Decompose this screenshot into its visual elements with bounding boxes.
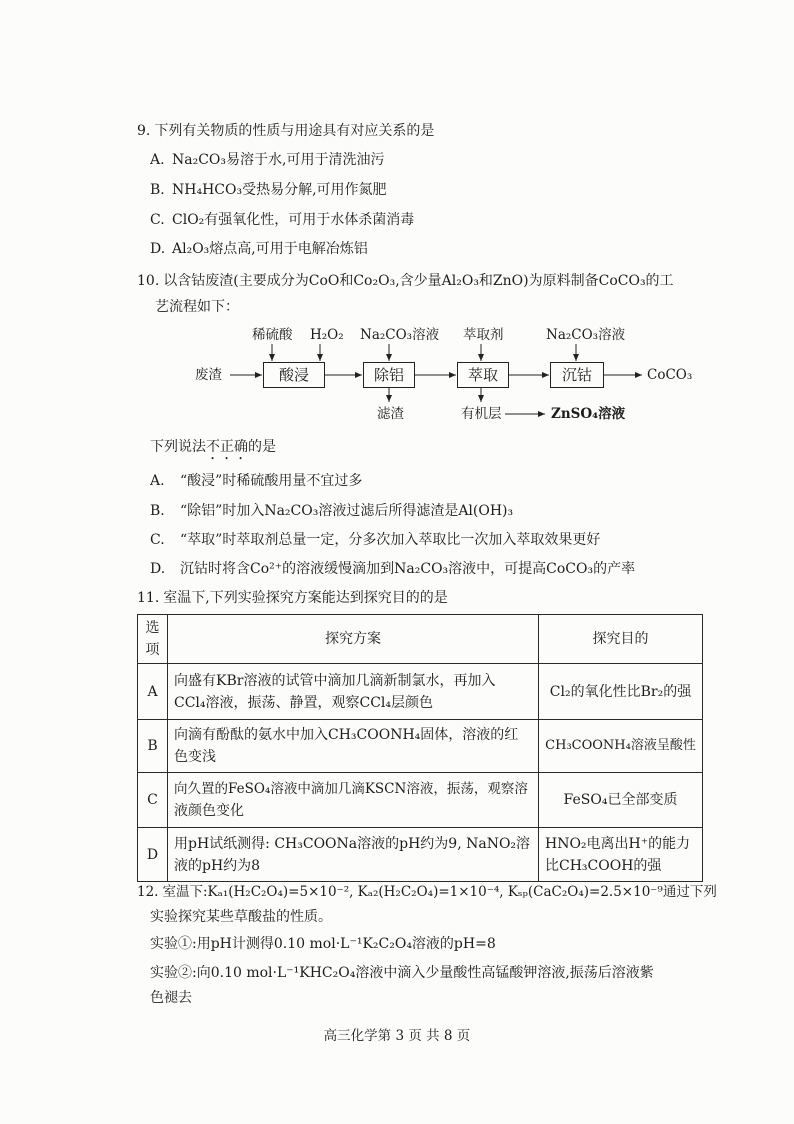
purpose-line: 比CH₃COOH的强 xyxy=(545,857,662,874)
option-c xyxy=(150,210,414,230)
flow-input-label: H₂O₂ xyxy=(310,327,344,343)
flow-start-label: 废渣 xyxy=(195,367,222,383)
flow-input-label: Na₂CO₃溶液 xyxy=(546,327,626,343)
question-9-stem xyxy=(137,121,434,141)
row-purpose xyxy=(539,664,703,720)
process-flowchart xyxy=(180,320,700,430)
option-label: D. xyxy=(150,241,166,257)
prompt-text: 下列说法 xyxy=(150,439,206,455)
row-option: C xyxy=(138,773,168,828)
flow-step-box xyxy=(363,362,415,388)
plan-line: 向盛有KBr溶液的试管中滴加几滴新制氯水，再加入 xyxy=(174,672,496,689)
plan-line: CCl₄溶液，振荡、静置，观察CCl₄层颜色 xyxy=(174,694,434,711)
option-label: A. xyxy=(150,473,165,489)
header-plan: 探究方案 xyxy=(168,615,539,664)
header-label: 选项 xyxy=(145,620,160,658)
flow-step-label: 萃取 xyxy=(467,366,498,384)
table-row xyxy=(138,828,703,882)
plan-line: 液颜色变化 xyxy=(174,803,244,819)
question-text: 室温下,下列实验探究方案能达到探究目的的是 xyxy=(163,590,448,606)
option-text: “萃取”时萃取剂总量一定，分多次加入萃取比一次加入萃取效果更好 xyxy=(180,532,601,548)
table-header-row xyxy=(138,615,703,664)
flow-input-label: 萃取剂 xyxy=(463,327,504,343)
flow-output-label: 滤渣 xyxy=(377,406,404,422)
option-label: B. xyxy=(150,503,165,519)
experiment-2-line-2: 色褪去 xyxy=(150,990,192,1006)
question-10-stem-line-2: 艺流程如下： xyxy=(155,299,239,315)
option-d xyxy=(150,239,368,259)
purpose-line: HNO₂电离出H⁺的能力 xyxy=(545,835,691,852)
purpose-line: CH₃COONH₄溶液呈酸性 xyxy=(545,738,696,753)
table-row xyxy=(138,664,703,720)
row-purpose xyxy=(539,773,703,828)
option-label: B. xyxy=(150,182,165,198)
row-option: A xyxy=(138,664,168,720)
option-a xyxy=(150,471,362,491)
table-row xyxy=(138,773,703,828)
question-number: 11. xyxy=(137,590,160,606)
flow-step-box xyxy=(457,362,509,388)
flow-step-label: 除铝 xyxy=(373,366,404,384)
option-b xyxy=(150,180,387,200)
question-10-prompt xyxy=(150,437,276,463)
option-text: NH₄HCO₃受热易分解,可用作氮肥 xyxy=(172,182,387,198)
experiment-table xyxy=(137,614,703,882)
plan-line: 向滴有酚酞的氨水中加入CH₃COONH₄固体，溶液的红 xyxy=(174,727,519,743)
row-option: D xyxy=(138,828,168,882)
question-number: 12. xyxy=(137,884,159,900)
question-10-stem-line-1 xyxy=(137,271,674,291)
option-a xyxy=(150,150,384,170)
option-label: A. xyxy=(150,152,165,168)
plan-line: 色变浅 xyxy=(174,749,216,765)
prompt-emphasis: 不正确 xyxy=(206,439,248,455)
option-text: 沉钴时将含Co²⁺的溶液缓慢滴加到Na₂CO₃溶液中，可提高CoCO₃的产率 xyxy=(180,561,636,577)
plan-line: 向久置的FeSO₄溶液中滴加几滴KSCN溶液，振荡，观察溶 xyxy=(174,781,528,797)
row-purpose xyxy=(539,828,703,882)
experiment-1: 实验①:用pH计测得0.10 mol·L⁻¹K₂C₂O₄溶液的pH=8 xyxy=(150,936,496,952)
question-text: 下列有关物质的性质与用途具有对应关系的是 xyxy=(154,123,435,139)
row-plan xyxy=(168,664,539,720)
row-plan xyxy=(168,828,539,882)
option-text: Na₂CO₃易溶于水,可用于清洗油污 xyxy=(172,152,385,168)
question-text: 室温下:Kₐ₁(H₂C₂O₄)=5×10⁻², Kₐ₂(H₂C₂O₄)=1×10⁻⁴, Kₛₚ(CaC₂O₄)=2.5×10⁻⁹通过下列 xyxy=(162,884,717,900)
row-plan xyxy=(168,773,539,828)
option-b xyxy=(150,501,513,521)
option-c xyxy=(150,530,600,550)
flow-step-box xyxy=(550,362,604,388)
flow-product-label: CoCO₃ xyxy=(647,367,693,383)
prompt-text: 的是 xyxy=(248,439,276,455)
purpose-line: Cl₂的氧化性比Br₂的强 xyxy=(549,683,692,700)
plan-line: 液的pH约为8 xyxy=(174,857,261,874)
plan-line: 用pH试纸测得: CH₃COONa溶液的pH约为9, NaNO₂溶 xyxy=(174,835,531,852)
row-option: B xyxy=(138,720,168,773)
purpose-line: FeSO₄已全部变质 xyxy=(563,792,678,808)
option-text: Al₂O₃熔点高,可用于电解冶炼铝 xyxy=(172,241,368,257)
flow-input-label: Na₂CO₃溶液 xyxy=(360,327,440,343)
row-plan xyxy=(168,720,539,773)
flow-output-label: 有机层 xyxy=(461,406,502,422)
question-number: 10. xyxy=(137,273,160,289)
option-d xyxy=(150,559,635,579)
option-label: C. xyxy=(150,212,165,228)
option-text: “除铝”时加入Na₂CO₃溶液过滤后所得滤渣是Al(OH)₃ xyxy=(180,503,514,519)
row-purpose xyxy=(539,720,703,773)
question-number: 9. xyxy=(137,123,151,139)
flow-input-label: 稀硫酸 xyxy=(252,327,293,343)
option-text: “酸浸”时稀硫酸用量不宜过多 xyxy=(180,473,363,489)
header-option xyxy=(138,615,168,664)
question-12-stem-line-2: 实验探究某些草酸盐的性质。 xyxy=(150,909,332,925)
page-footer: 高三化学第 3 页 共 8 页 xyxy=(323,1028,471,1044)
experiment-2-line-1: 实验②:向0.10 mol·L⁻¹KHC₂O₄溶液中滴入少量酸性高锰酸钾溶液,振荡后溶液紫 xyxy=(150,965,654,981)
flow-step-box xyxy=(263,362,325,388)
option-label: D. xyxy=(150,561,166,577)
question-11-stem xyxy=(137,588,448,608)
flow-step-label: 酸浸 xyxy=(278,366,309,384)
option-text: ClO₂有强氧化性，可用于水体杀菌消毒 xyxy=(172,212,415,228)
header-purpose: 探究目的 xyxy=(539,615,703,664)
option-label: C. xyxy=(150,532,165,548)
flow-output-label: ZnSO₄溶液 xyxy=(551,406,626,422)
question-12-stem-line-1 xyxy=(137,882,717,902)
table-row xyxy=(138,720,703,773)
question-text: 以含钴废渣(主要成分为CoO和Co₂O₃,含少量Al₂O₃和ZnO)为原料制备CoCO₃的工 xyxy=(163,273,674,289)
flow-step-label: 沉钴 xyxy=(561,366,592,384)
